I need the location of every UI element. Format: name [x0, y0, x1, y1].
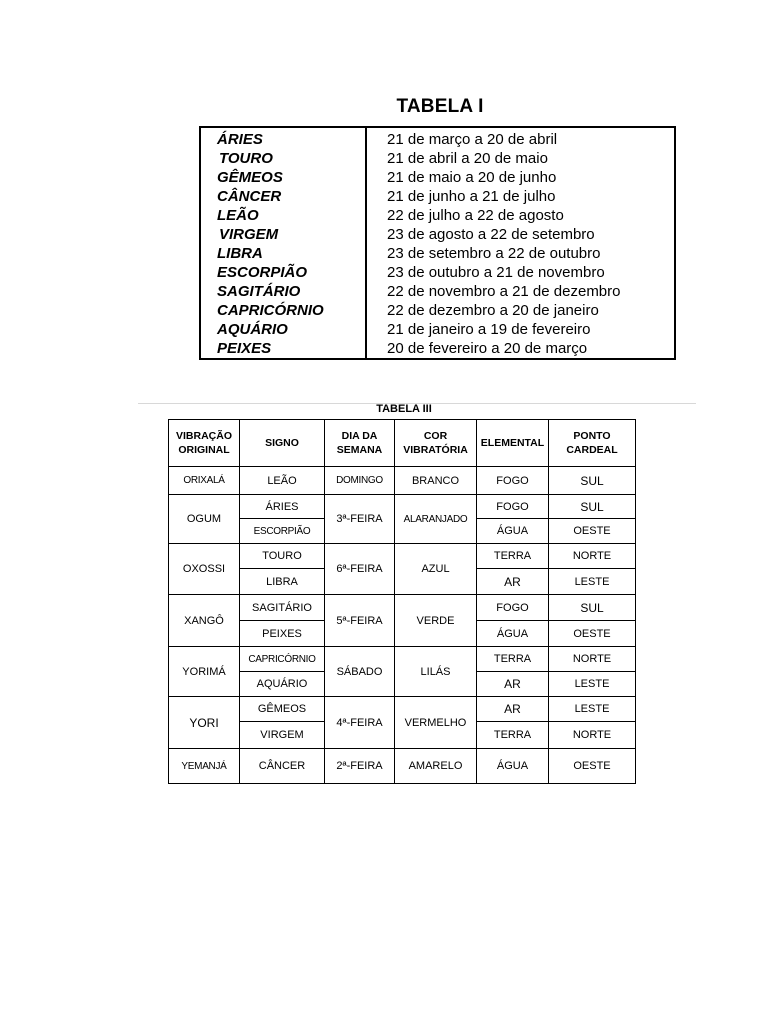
ponto-cell: OESTE	[549, 621, 636, 647]
signo-cell: CAPRICÓRNIO	[240, 647, 325, 672]
row-1-sign: ÁRIES	[217, 131, 263, 148]
row-2-dates: 21 de abril a 20 de maio	[387, 150, 548, 167]
ponto-cell: OESTE	[549, 519, 636, 544]
row-12-sign: PEIXES	[217, 340, 272, 357]
row-6-sign: VIRGEM	[219, 226, 279, 243]
row-7-dates: 23 de setembro a 22 de outubro	[387, 245, 601, 262]
table-row	[169, 595, 636, 621]
dia-cell: 5ª-FEIRA	[325, 595, 395, 647]
elemental-cell: ÁGUA	[477, 621, 549, 647]
cor-cell: AZUL	[395, 544, 477, 595]
elemental-cell: ÁGUA	[477, 519, 549, 544]
header-elemental: ELEMENTAL	[477, 420, 549, 467]
signo-cell: LIBRA	[240, 569, 325, 595]
dia-cell: 3ª-FEIRA	[325, 495, 395, 544]
table-row	[169, 467, 636, 495]
dia-cell: 4ª-FEIRA	[325, 697, 395, 749]
row-9-dates: 22 de novembro a 21 de dezembro	[387, 283, 621, 300]
cor-cell: LILÁS	[395, 647, 477, 697]
ponto-cell: SUL	[549, 467, 636, 495]
dia-cell: DOMINGO	[325, 467, 395, 495]
elemental-cell: TERRA	[477, 544, 549, 569]
row-5-sign: LEÃO	[217, 207, 259, 224]
cor-cell: VERDE	[395, 595, 477, 647]
orixa-cell: YORIMÁ	[169, 647, 240, 697]
row-5-dates: 22 de julho a 22 de agosto	[387, 207, 564, 224]
signo-cell: ESCORPIÃO	[240, 519, 325, 544]
row-7-sign: LIBRA	[217, 245, 263, 262]
ponto-cell: SUL	[549, 495, 636, 519]
orixa-cell: YEMANJÁ	[169, 749, 240, 784]
orixa-cell: XANGÔ	[169, 595, 240, 647]
signo-cell: GÊMEOS	[240, 697, 325, 722]
signo-cell: PEIXES	[240, 621, 325, 647]
row-9-sign: SAGITÁRIO	[217, 283, 301, 300]
table-row	[169, 749, 636, 784]
header-cor-vibratoria: COR VIBRATÓRIA	[395, 420, 477, 467]
row-10-sign: CAPRICÓRNIO	[217, 302, 324, 319]
signo-cell: VIRGEM	[240, 722, 325, 749]
table-row	[169, 647, 636, 672]
row-3-sign: GÊMEOS	[217, 169, 283, 186]
ponto-cell: SUL	[549, 595, 636, 621]
signo-cell: AQUÁRIO	[240, 672, 325, 697]
row-10-dates: 22 de dezembro a 20 de janeiro	[387, 302, 599, 319]
tabela-3-title: TABELA III	[376, 403, 432, 415]
row-11-sign: AQUÁRIO	[217, 321, 288, 338]
header-ponto-cardeal: PONTO CARDEAL	[549, 420, 636, 467]
header-signo: SIGNO	[240, 420, 325, 467]
cor-cell: ALARANJADO	[395, 495, 477, 544]
tabela-1-title: TABELA I	[396, 96, 484, 117]
elemental-cell: AR	[477, 697, 549, 722]
ponto-cell: NORTE	[549, 722, 636, 749]
dia-cell: 6ª-FEIRA	[325, 544, 395, 595]
column-divider	[365, 128, 367, 358]
ponto-cell: LESTE	[549, 697, 636, 722]
row-4-sign: CÂNCER	[217, 188, 282, 205]
table-row	[169, 544, 636, 569]
elemental-cell: FOGO	[477, 495, 549, 519]
elemental-cell: FOGO	[477, 595, 549, 621]
cor-cell: VERMELHO	[395, 697, 477, 749]
ponto-cell: NORTE	[549, 544, 636, 569]
row-4-dates: 21 de junho a 21 de julho	[387, 188, 556, 205]
row-1-dates: 21 de março a 20 de abril	[387, 131, 558, 148]
header-dia-da-semana: DIA DA SEMANA	[325, 420, 395, 467]
row-8-sign: ESCORPIÃO	[217, 264, 308, 281]
orixa-cell: YORI	[169, 697, 240, 749]
row-6-dates: 23 de agosto a 22 de setembro	[387, 226, 595, 243]
table-row	[169, 495, 636, 519]
cor-cell: BRANCO	[395, 467, 477, 495]
tabela-1	[199, 126, 676, 360]
signo-cell: TOURO	[240, 544, 325, 569]
dia-cell: 2ª-FEIRA	[325, 749, 395, 784]
signo-cell: SAGITÁRIO	[240, 595, 325, 621]
signo-cell: LEÃO	[240, 467, 325, 495]
ponto-cell: NORTE	[549, 647, 636, 672]
row-3-dates: 21 de maio a 20 de junho	[387, 169, 557, 186]
row-8-dates: 23 de outubro a 21 de novembro	[387, 264, 605, 281]
signo-cell: ÁRIES	[240, 495, 325, 519]
signo-cell: CÂNCER	[240, 749, 325, 784]
elemental-cell: TERRA	[477, 722, 549, 749]
elemental-cell: AR	[477, 672, 549, 697]
row-2-sign: TOURO	[219, 150, 273, 167]
row-11-dates: 21 de janeiro a 19 de fevereiro	[387, 321, 591, 338]
dia-cell: SÁBADO	[325, 647, 395, 697]
orixa-cell: OGUM	[169, 495, 240, 544]
elemental-cell: ÁGUA	[477, 749, 549, 784]
row-12-dates: 20 de fevereiro a 20 de março	[387, 340, 588, 357]
header-row	[169, 420, 636, 467]
table-row	[169, 697, 636, 722]
elemental-cell: FOGO	[477, 467, 549, 495]
orixa-cell: OXOSSI	[169, 544, 240, 595]
ponto-cell: LESTE	[549, 672, 636, 697]
elemental-cell: AR	[477, 569, 549, 595]
ponto-cell: OESTE	[549, 749, 636, 784]
tabela-3	[168, 419, 636, 784]
orixa-cell: ORIXALÁ	[169, 467, 240, 495]
cor-cell: AMARELO	[395, 749, 477, 784]
ponto-cell: LESTE	[549, 569, 636, 595]
header-vibracao-original: VIBRAÇÃO ORIGINAL	[169, 420, 240, 467]
elemental-cell: TERRA	[477, 647, 549, 672]
